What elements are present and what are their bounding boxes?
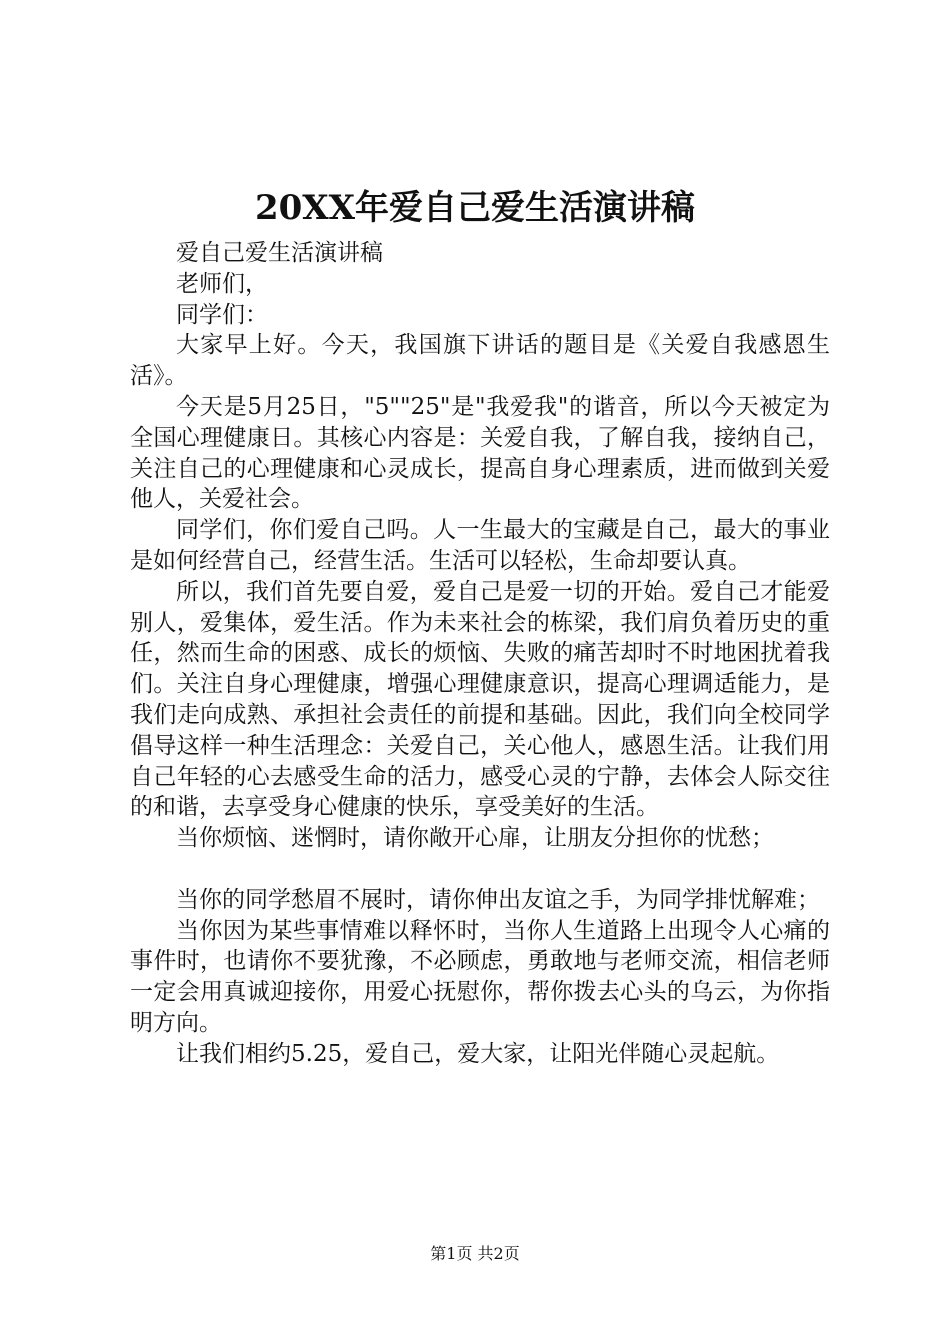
document-body	[130, 238, 830, 1070]
paragraph-mental-health-day: 今天是5月25日，"5""25"是"我爱我"的谐音，所以今天被定为全国心理健康日。其核心内容是：关爱自我，了解自我，接纳自己，关注自己的心理健康和心灵成长，提高自身心理素质，进而做到关爱他人，关爱社会。	[130, 393, 830, 513]
speech-heading: 爱自己爱生活演讲稿	[176, 240, 383, 266]
paragraph-when-troubled: 当你烦恼、迷惘时，请你敞开心扉，让朋友分担你的忧愁；	[176, 825, 774, 852]
salutation-teachers: 老师们，	[176, 270, 268, 297]
blank-line	[130, 854, 830, 885]
paragraph-closing: 让我们相约5.25，爱自己，爱大家，让阳光伴随心灵起航。	[176, 1040, 780, 1067]
paragraph-love-yourself: 同学们，你们爱自己吗。人一生最大的宝藏是自己，最大的事业是如何经营自己，经营生活。生活可以轻松，生命却要认真。	[130, 517, 830, 574]
paragraph-greeting: 大家早上好。今天，我国旗下讲话的题目是《关爱自我感恩生活》。	[130, 332, 830, 390]
salutation-students: 同学们：	[176, 301, 268, 328]
paragraph-help-classmates: 当你的同学愁眉不展时，请你伸出友谊之手，为同学排忧解难；	[176, 886, 820, 913]
document-title: 20XX年爱自己爱生活演讲稿	[254, 188, 696, 228]
paragraph-self-love-first: 所以，我们首先要自爱，爱自己是爱一切的开始。爱自己才能爱别人，爱集体，爱生活。作为未来社会的栋梁，我们肩负着历史的重任，然而生命的困惑、成长的烦恼、失败的痛苦却时不时地困扰着我们。关注自身心理健康，增强心理健康意识，提高心理调适能力，是我们走向成熟、承担社会责任的前提和基础。因此，我们向全校同学倡导这样一种生活理念：关爱自己，关心他人，感恩生活。让我们用自己年轻的心去感受生命的活力，感受心灵的宁静，去体会人际交往的和谐，去享受身心健康的快乐，享受美好的生活。	[130, 578, 830, 821]
page-number: 第1页 共2页	[430, 1244, 520, 1263]
paragraph-talk-to-teacher: 当你因为某些事情难以释怀时，当你人生道路上出现令人心痛的事件时，也请你不要犹豫，不必顾虑，勇敢地与老师交流，相信老师一定会用真诚迎接你，用爱心抚慰你，帮你拨去心头的乌云，为你指明方向。	[130, 917, 830, 1036]
